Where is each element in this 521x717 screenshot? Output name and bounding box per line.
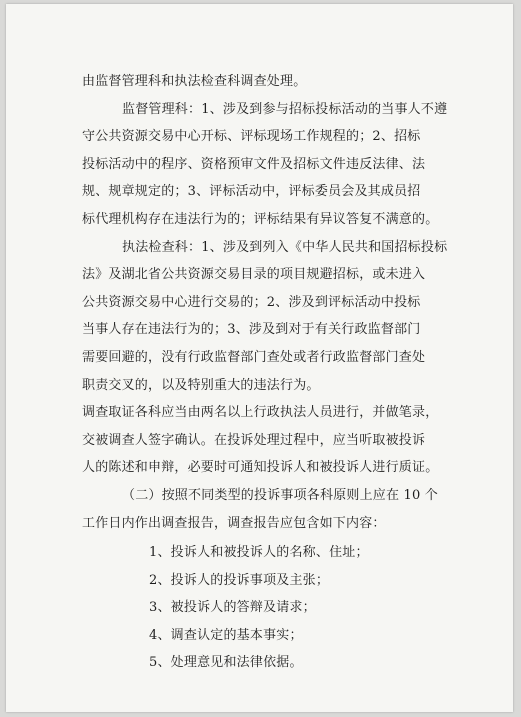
- document-body: [82, 68, 502, 677]
- text-line: 规、规章规定的；3、评标活动中，评标委员会及其成员招: [82, 184, 421, 200]
- text-line: 工作日内作出调查报告，调查报告应包含如下内容：: [82, 515, 386, 531]
- list-item: 4、调查认定的基本事实；: [149, 627, 303, 643]
- text-line: 调查取证各科应当由两名以上行政执法人员进行，并做笔录，: [82, 405, 439, 421]
- text-line: 法》及湖北省公共资源交易目录的项目规避招标，或未进入: [82, 267, 426, 283]
- text-line: 人的陈述和申辩，必要时可通知投诉人和被投诉人进行质证。: [82, 460, 439, 476]
- text-line: 交被调查人签字确认。在投诉处理过程中，应当听取被投诉: [82, 432, 426, 448]
- text-line: 职责交叉的，以及特别重大的违法行为。: [82, 377, 320, 393]
- text-line: 标代理机构存在违法行为的；评标结果有异议答复不满意的。: [82, 211, 439, 227]
- document-page: [6, 4, 513, 712]
- list-item: 2、投诉人的投诉事项及主张；: [149, 572, 330, 588]
- paragraph-start-line: 监督管理科：1、涉及到参与招标投标活动的当事人不遵: [122, 101, 448, 117]
- text-line: 守公共资源交易中心开标、评标现场工作规程的；2、招标: [82, 129, 421, 145]
- list-item: 3、被投诉人的答辩及请求；: [149, 600, 316, 616]
- text-line: 投标活动中的程序、资格预审文件及招标文件违反法律、法: [82, 156, 426, 172]
- text-line: 由监督管理科和执法检查科调查处理。: [82, 74, 307, 89]
- text-line: 需要回避的，没有行政监督部门查处或者行政监督部门查处: [82, 349, 426, 365]
- text-line: 当事人存在违法行为的；3、涉及到对于有关行政监督部门: [82, 322, 421, 338]
- text-line: 公共资源交易中心进行交易的；2、涉及到评标活动中投标: [82, 294, 421, 310]
- list-item: 1、投诉人和被投诉人的名称、住址；: [149, 545, 369, 561]
- paragraph-start-line: （二）按照不同类型的投诉事项各科原则上应在 10 个: [122, 487, 439, 503]
- paragraph-start-line: 执法检查科：1、涉及到列入《中华人民共和国招标投标: [122, 239, 448, 255]
- list-item: 5、处理意见和法律依据。: [149, 655, 303, 671]
